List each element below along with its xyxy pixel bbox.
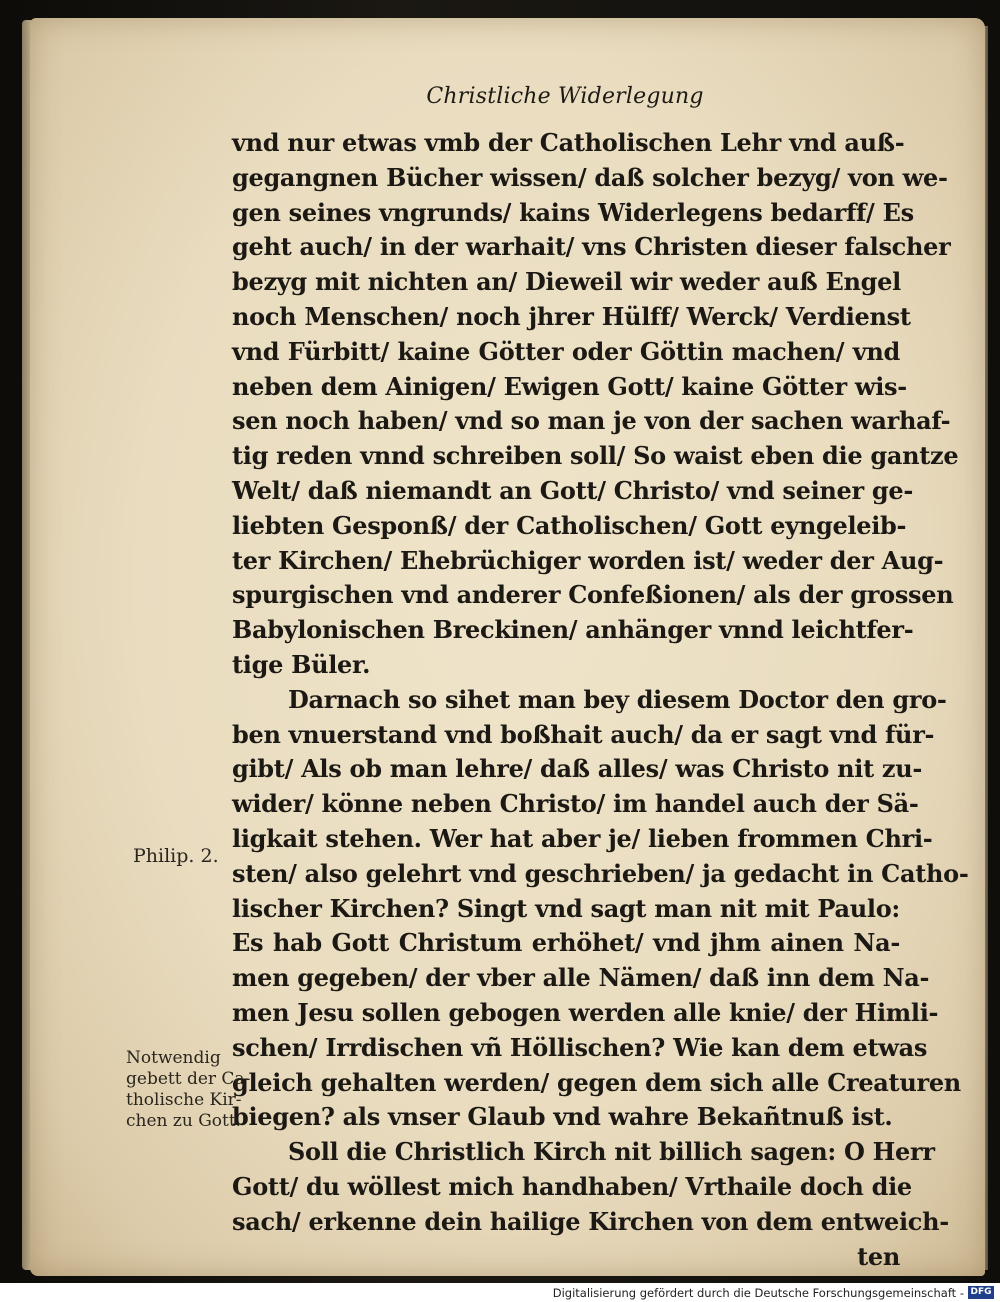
running-head: Christliche Widerlegung <box>426 84 704 109</box>
text-line: geht auch/ in der warhait/ vns Christen dieser falscher <box>232 232 951 262</box>
text-line: Babylonischen Breckinen/ anhänger vnnd leichtfer- <box>232 615 914 645</box>
text-line: biegen? als vnser Glaub vnd wahre Bekañtnuß ist. <box>232 1102 893 1132</box>
text-line: sen noch haben/ vnd so man je von der sachen warhaf- <box>232 406 951 436</box>
margin-note-line: gebett der Ca- <box>126 1069 251 1089</box>
text-line: lischer Kirchen? Singt vnd sagt man nit mit Paulo: <box>232 893 900 923</box>
text-line: ter Kirchen/ Ehebrüchiger worden ist/ weder der Aug- <box>232 545 944 575</box>
text-line: sten/ also gelehrt vnd geschrieben/ ja gedacht in Catho- <box>232 858 969 888</box>
text-line: wider/ könne neben Christo/ im handel auch der Sä- <box>232 789 919 819</box>
margin-note-notwendig <box>126 1048 250 1132</box>
text-line: men Jesu sollen gebogen werden alle knie/ der Himli- <box>232 997 939 1027</box>
text-line: Es hab Gott Christum erhöhet/ vnd jhm ainen Na- <box>232 928 900 958</box>
margin-note-line: Notwendig <box>126 1048 221 1068</box>
text-line: gibt/ Als ob man lehre/ daß alles/ was Christo nit zu- <box>232 754 923 784</box>
margin-note-line: chen zu Gott. <box>126 1111 242 1131</box>
body-text <box>232 126 969 1274</box>
text-line: gegangnen Bücher wissen/ daß solcher bezyg/ von we- <box>232 162 948 192</box>
text-line: liebten Gesponß/ der Catholischen/ Gott eyngeleib- <box>232 510 907 540</box>
text-line: noch Menschen/ noch jhrer Hülff/ Werck/ Verdienst <box>232 301 911 331</box>
text-line: bezyg mit nichten an/ Dieweil wir weder auß Engel <box>232 267 901 297</box>
text-line: vnd nur etwas vmb der Catholischen Lehr vnd auß- <box>232 128 905 157</box>
text-line: vnd Fürbitt/ kaine Götter oder Göttin machen/ vnd <box>232 336 900 366</box>
text-line: Welt/ daß niemandt an Gott/ Christo/ vnd seiner ge- <box>232 475 914 505</box>
text-line: ligkait stehen. Wer hat aber je/ lieben frommen Chri- <box>232 823 933 853</box>
dfg-logo-icon: DFG <box>968 1286 994 1299</box>
catchword: ten <box>857 1241 900 1271</box>
text-line: men gegeben/ der vber alle Nämen/ daß inn dem Na- <box>232 963 930 993</box>
text-line: gleich gehalten werden/ gegen dem sich alle Creaturen <box>232 1067 961 1097</box>
text-line: Gott/ du wöllest mich handhaben/ Vrthaile doch die <box>232 1171 912 1201</box>
text-line: neben dem Ainigen/ Ewigen Gott/ kaine Götter wis- <box>232 371 907 401</box>
text-line: Darnach so sihet man bey diesem Doctor den gro- <box>288 684 947 714</box>
text-line: gen seines vngrunds/ kains Widerlegens bedarff/ Es <box>232 197 914 227</box>
text-line: spurgischen vnd anderer Confeßionen/ als der grossen <box>232 580 954 610</box>
text-line: Soll die Christlich Kirch nit billich sagen: O Herr <box>288 1137 935 1167</box>
margin-note-line: tholische Kir- <box>126 1090 242 1110</box>
funding-credit: Digitalisierung gefördert durch die Deutsche Forschungsgemeinschaft - <box>552 1286 964 1300</box>
text-line: sach/ erkenne dein hailige Kirchen von dem entweich- <box>232 1206 949 1236</box>
margin-note-philip: Philip. 2. <box>133 845 219 867</box>
text-line: tige Büler. <box>232 649 371 679</box>
text-line: tig reden vnnd schreiben soll/ So waist eben die gantze <box>232 441 959 471</box>
text-line: schen/ Irrdischen vñ Höllischen? Wie kan dem etwas <box>232 1032 928 1062</box>
text-line: ben vnuerstand vnd boßhait auch/ da er sagt vnd für- <box>232 719 935 749</box>
